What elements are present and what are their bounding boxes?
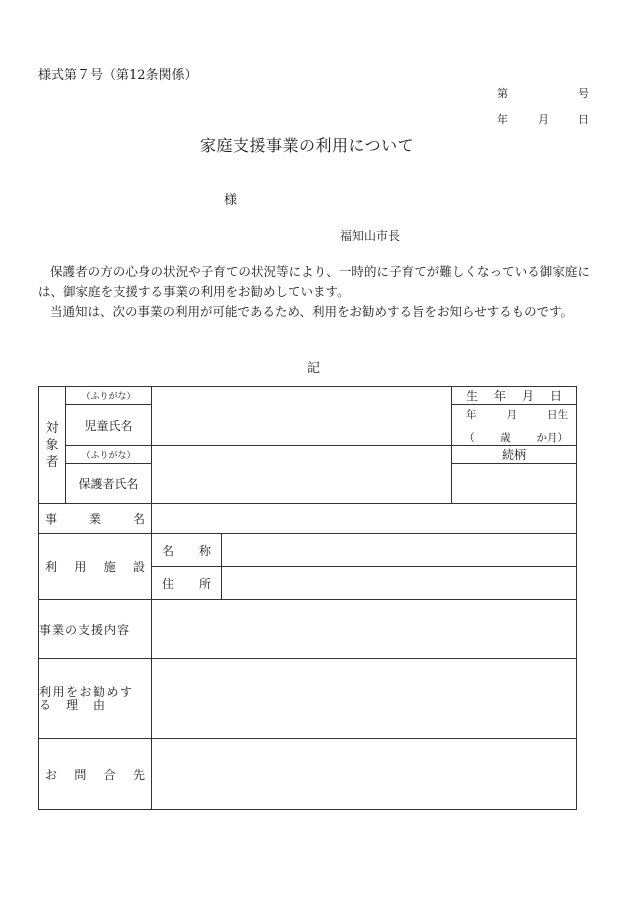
facility-char-2: 用 bbox=[74, 560, 87, 574]
service-name-char-2: 業 bbox=[88, 512, 101, 526]
birthdate-field[interactable] bbox=[452, 405, 577, 446]
child-name-label: 児童氏名 bbox=[66, 405, 152, 446]
facility-label bbox=[39, 534, 152, 600]
facility-address-char-2: 所 bbox=[198, 576, 211, 591]
birth-header-3: 月 bbox=[521, 389, 534, 403]
facility-address-label bbox=[152, 567, 222, 600]
birth-header-4: 日 bbox=[549, 389, 562, 403]
reason-line-1: 利用をお勧めす bbox=[39, 684, 134, 699]
guardian-furigana-label: （ふりがな） bbox=[66, 446, 152, 464]
date-day-label: 日 bbox=[578, 113, 589, 126]
birthdate-header bbox=[452, 387, 577, 405]
service-name-label bbox=[39, 504, 152, 534]
guardian-name-field[interactable] bbox=[152, 446, 452, 504]
form-number: 様式第７号（第12条関係） bbox=[38, 68, 198, 83]
facility-name-label bbox=[152, 534, 222, 567]
contact-char-3: 合 bbox=[103, 767, 116, 782]
ki-label: 記 bbox=[307, 361, 321, 376]
service-name-field[interactable] bbox=[152, 504, 577, 534]
support-content-label bbox=[39, 600, 152, 659]
contact-char-2: 問 bbox=[74, 767, 87, 782]
relation-label: 続柄 bbox=[452, 446, 577, 464]
child-furigana-label: （ふりがな） bbox=[66, 387, 152, 405]
document-number-suffix: 号 bbox=[578, 87, 589, 100]
age-open-paren: （ bbox=[464, 432, 475, 444]
target-label bbox=[39, 387, 66, 504]
date-year-label: 年 bbox=[497, 113, 508, 126]
service-name-char-3: 名 bbox=[132, 512, 145, 526]
relation-field[interactable] bbox=[452, 464, 577, 504]
reason-line-2: る 理 由 bbox=[39, 697, 107, 712]
support-content-text: 事業の支援内容 bbox=[39, 622, 131, 637]
facility-name-char-2: 称 bbox=[198, 543, 211, 558]
facility-address-char-1: 住 bbox=[162, 576, 175, 591]
birth-header-2: 年 bbox=[493, 389, 506, 403]
age-months-label: か月） bbox=[536, 432, 568, 444]
contact-char-1: お bbox=[45, 767, 58, 782]
service-name-char-1: 事 bbox=[45, 512, 58, 526]
recipient-suffix: 様 bbox=[224, 193, 238, 208]
target-char-1: 対 bbox=[45, 420, 59, 436]
target-char-2: 象 bbox=[45, 437, 59, 453]
body-paragraph-2: 当通知は、次の事業の利用が可能であるため、利用をお勧めする旨をお知らせするものです。 bbox=[50, 304, 574, 319]
facility-address-field[interactable] bbox=[222, 567, 577, 600]
document-number-prefix: 第 bbox=[497, 87, 508, 100]
age-years-label: 歳 bbox=[500, 432, 511, 444]
facility-char-1: 利 bbox=[45, 560, 58, 574]
birth-header-1: 生 bbox=[465, 389, 478, 403]
document-title: 家庭支援事業の利用について bbox=[200, 136, 415, 155]
body-paragraph-1: 保護者の方の心身の状況や子育ての状況等により、一時的に子育てが難しくなっている御家庭には、御家庭を支援する事業の利用をお勧めしています。 bbox=[38, 264, 590, 299]
contact-label bbox=[39, 739, 152, 810]
facility-name-char-1: 名 bbox=[162, 543, 175, 558]
date-month-label: 月 bbox=[538, 113, 549, 126]
facility-char-3: 施 bbox=[103, 560, 116, 574]
application-table bbox=[38, 386, 577, 810]
contact-char-4: 先 bbox=[132, 767, 145, 782]
child-name-field[interactable] bbox=[152, 387, 452, 446]
contact-field[interactable] bbox=[152, 739, 577, 810]
facility-char-4: 設 bbox=[132, 560, 145, 574]
birth-month-label: 月 bbox=[506, 409, 517, 421]
birth-day-label: 日生 bbox=[547, 409, 568, 421]
body-text bbox=[38, 262, 590, 322]
reason-label bbox=[39, 659, 152, 739]
facility-name-field[interactable] bbox=[222, 534, 577, 567]
reason-field[interactable] bbox=[152, 659, 577, 739]
sender-name: 福知山市長 bbox=[340, 229, 401, 243]
guardian-name-label: 保護者氏名 bbox=[66, 464, 152, 504]
birth-year-label: 年 bbox=[466, 409, 477, 421]
support-content-field[interactable] bbox=[152, 600, 577, 659]
target-char-3: 者 bbox=[45, 454, 59, 470]
